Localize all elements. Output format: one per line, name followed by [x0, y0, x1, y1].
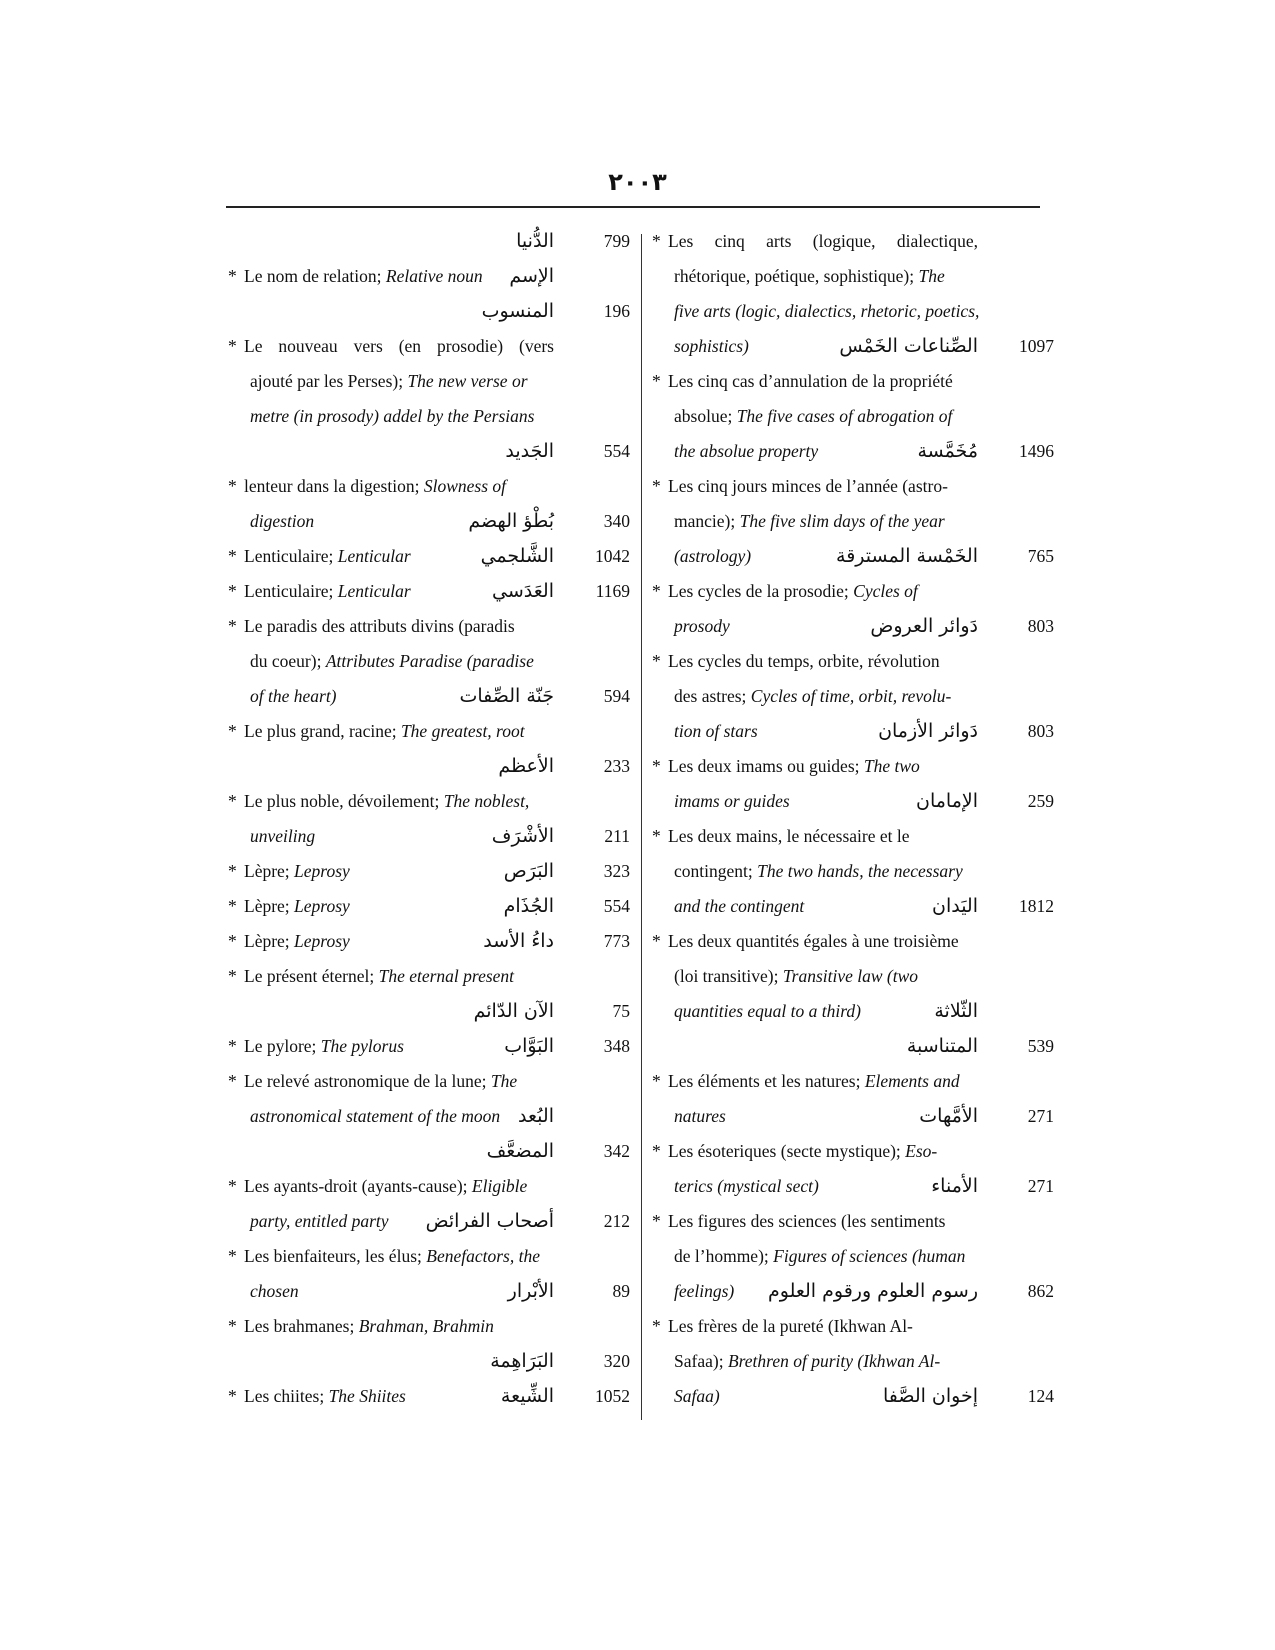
arabic-term: الأمَّهات	[919, 1105, 978, 1127]
entry-text: absolue; The five cases of abrogation of	[674, 406, 953, 426]
entry-word: (logique,	[812, 231, 876, 251]
arabic-term: جَنّة الصِّفات	[459, 685, 554, 707]
arabic-term: مُخَمَّسة	[917, 440, 978, 462]
entry-line	[228, 329, 638, 364]
entry-text: natures	[674, 1106, 726, 1126]
entry-line	[228, 434, 638, 469]
entry-line	[652, 329, 1062, 364]
arabic-term: المضعَّف	[486, 1140, 554, 1162]
right-column	[652, 224, 1062, 1414]
entry-bullet: *	[228, 1246, 237, 1266]
entry-text	[668, 224, 978, 259]
entry-line	[228, 399, 638, 434]
entry-text: chosen	[250, 1281, 299, 1301]
reference-number: 233	[603, 756, 630, 776]
entry-line	[228, 364, 638, 399]
entry-bullet: *	[228, 791, 237, 811]
arabic-term: الإسم	[509, 265, 554, 287]
entry-line	[228, 819, 638, 854]
reference-number: 75	[612, 1001, 630, 1021]
arabic-term: دَوائر الأزمان	[878, 720, 978, 742]
column-divider	[641, 234, 642, 1420]
entry-bullet: *	[228, 476, 237, 496]
entry-line	[652, 1169, 1062, 1204]
entry-line	[228, 1134, 638, 1169]
arabic-term: الشِّيعة	[500, 1385, 554, 1407]
entry-line	[652, 854, 1062, 889]
reference-number: 259	[1027, 791, 1054, 811]
entry-text: Les cycles du temps, orbite, révolution	[668, 651, 940, 671]
arabic-term: الأمناء	[931, 1175, 978, 1197]
entry-line	[228, 469, 638, 504]
entry-text: Les chiites; The Shiites	[244, 1386, 406, 1406]
reference-number: 89	[612, 1281, 630, 1301]
reference-number: 1042	[595, 546, 630, 566]
entry-text: and the contingent	[674, 896, 805, 916]
entry-text: rhétorique, poétique, sophistique); The	[674, 266, 945, 286]
entry-text: Les ésoteriques (secte mystique); Eso-	[668, 1141, 938, 1161]
entry-text: Les deux imams ou guides; The two	[668, 756, 920, 776]
entry-text: five arts (logic, dialectics, rhetoric, poetics,	[674, 301, 980, 321]
entry-text: sophistics)	[674, 336, 749, 356]
entry-text: Les cycles de la prosodie; Cycles of	[668, 581, 918, 601]
entry-word: prosodie)	[436, 336, 504, 356]
arabic-term: الثّلاثة	[934, 1000, 978, 1022]
entry-line	[652, 1239, 1062, 1274]
reference-number: 539	[1027, 1036, 1054, 1056]
reference-number: 271	[1027, 1106, 1054, 1126]
entry-line	[228, 889, 638, 924]
entry-line	[228, 714, 638, 749]
entry-line	[652, 469, 1062, 504]
entry-word: arts	[766, 231, 792, 251]
entry-bullet: *	[652, 1316, 661, 1336]
arabic-term: الأبْرار	[507, 1280, 554, 1302]
entry-text: Les figures des sciences (les sentiments	[668, 1211, 946, 1231]
page-number: ٢٠٠٣	[608, 168, 667, 196]
entry-text: metre (in prosody) addel by the Persians	[250, 406, 535, 426]
entry-text: des astres; Cycles of time, orbit, revolu-	[674, 686, 952, 706]
entry-line	[228, 539, 638, 574]
reference-number: 1812	[1019, 896, 1054, 916]
arabic-term: الأعظم	[498, 755, 554, 777]
entry-text: Les brahmanes; Brahman, Brahmin	[244, 1316, 494, 1336]
entry-text: of the heart)	[250, 686, 337, 706]
entry-bullet: *	[228, 1176, 237, 1196]
arabic-term: الآن الدّائم	[473, 1000, 554, 1022]
reference-number: 320	[603, 1351, 630, 1371]
reference-number: 765	[1027, 546, 1054, 566]
entry-text: Lenticulaire; Lenticular	[244, 546, 411, 566]
entry-text: Les ayants-droit (ayants-cause); Eligible	[244, 1176, 528, 1196]
reference-number: 1052	[595, 1386, 630, 1406]
arabic-term: العَدَسي	[492, 580, 554, 602]
arabic-term: البَرَاهِمة	[490, 1350, 554, 1372]
entry-line	[228, 1239, 638, 1274]
entry-line	[652, 224, 1062, 259]
entry-text: the absolue property	[674, 441, 819, 461]
reference-number: 124	[1027, 1386, 1054, 1406]
reference-number: 799	[603, 231, 630, 251]
entry-line	[652, 1309, 1062, 1344]
entry-text: Lèpre; Leprosy	[244, 861, 350, 881]
entry-bullet: *	[228, 266, 237, 286]
entry-text: Lenticulaire; Lenticular	[244, 581, 411, 601]
reference-number: 862	[1027, 1281, 1054, 1301]
entry-bullet: *	[228, 546, 237, 566]
entry-text: Les bienfaiteurs, les élus; Benefactors, the	[244, 1246, 540, 1266]
entry-line	[652, 784, 1062, 819]
entry-line	[652, 749, 1062, 784]
arabic-term: المنسوب	[481, 300, 554, 322]
arabic-term: داءُ الأسد	[483, 930, 554, 952]
entry-line	[652, 259, 1062, 294]
entry-word: Le	[244, 336, 263, 356]
entry-line	[228, 294, 638, 329]
entry-line	[652, 1344, 1062, 1379]
entry-text: du coeur); Attributes Paradise (paradise	[250, 651, 534, 671]
entry-line	[228, 1029, 638, 1064]
entry-bullet: *	[652, 756, 661, 776]
entry-line	[228, 994, 638, 1029]
entry-text: digestion	[250, 511, 315, 531]
entry-line	[652, 434, 1062, 469]
entry-word: dialectique,	[896, 231, 978, 251]
entry-bullet: *	[652, 1211, 661, 1231]
entry-line	[652, 819, 1062, 854]
entry-word: cinq	[714, 231, 745, 251]
arabic-term: الصِّناعات الخَمْس	[839, 335, 978, 357]
entry-word: nouveau	[278, 336, 338, 356]
entry-word: (vers	[519, 336, 554, 356]
entry-bullet: *	[652, 231, 661, 251]
entry-line	[652, 714, 1062, 749]
arabic-term: الأشْرَف	[491, 825, 554, 847]
entry-text: Les éléments et les natures; Elements and	[668, 1071, 960, 1091]
entry-text: Le nom de relation; Relative noun	[244, 266, 483, 286]
entry-line	[652, 1064, 1062, 1099]
arabic-term: الإمامان	[915, 790, 978, 812]
entry-line	[652, 889, 1062, 924]
arabic-term: البَرَص	[503, 860, 554, 882]
entry-line	[652, 1029, 1062, 1064]
reference-number: 211	[604, 826, 630, 846]
left-column	[228, 224, 638, 1414]
entry-line	[228, 679, 638, 714]
entry-line	[228, 959, 638, 994]
entry-bullet: *	[652, 931, 661, 951]
arabic-term: اليَدان	[931, 895, 978, 917]
entry-text: tion of stars	[674, 721, 758, 741]
entry-line	[652, 1134, 1062, 1169]
entry-line	[228, 644, 638, 679]
entry-line	[652, 574, 1062, 609]
reference-number: 803	[1027, 616, 1054, 636]
entry-line	[228, 749, 638, 784]
entry-text: Lèpre; Leprosy	[244, 896, 350, 916]
entry-line	[228, 224, 638, 259]
entry-line	[228, 1169, 638, 1204]
entry-text: Le plus noble, dévoilement; The noblest,	[244, 791, 530, 811]
reference-number: 1496	[1019, 441, 1054, 461]
header-rule	[226, 206, 1040, 208]
entry-bullet: *	[228, 861, 237, 881]
arabic-term: المتناسبة	[906, 1035, 978, 1057]
entry-bullet: *	[228, 1071, 237, 1091]
arabic-term: البُعد	[518, 1105, 554, 1127]
entry-word: Les	[668, 231, 694, 251]
entry-line	[228, 574, 638, 609]
arabic-term: الخَمْسة المسترقة	[836, 545, 978, 567]
entry-line	[652, 609, 1062, 644]
entry-text: (astrology)	[674, 546, 752, 566]
entry-line	[652, 294, 1062, 329]
entry-text	[244, 329, 554, 364]
entry-text: Les cinq cas d’annulation de la propriété	[668, 371, 953, 391]
entry-line	[228, 259, 638, 294]
entry-line	[652, 539, 1062, 574]
entry-line	[228, 784, 638, 819]
entry-bullet: *	[228, 896, 237, 916]
entry-text: Safaa); Brethren of purity (Ikhwan Al-	[674, 1351, 941, 1371]
entry-line	[652, 364, 1062, 399]
arabic-term: إخوان الصَّفا	[882, 1385, 978, 1407]
entry-line	[228, 609, 638, 644]
entry-bullet: *	[228, 1316, 237, 1336]
reference-number: 1169	[595, 581, 630, 601]
entry-line	[652, 644, 1062, 679]
arabic-term: دَوائر العروض	[870, 615, 978, 637]
entry-text: (loi transitive); Transitive law (two	[674, 966, 919, 986]
entry-bullet: *	[228, 931, 237, 951]
entry-line	[652, 1274, 1062, 1309]
reference-number: 323	[603, 861, 630, 881]
entry-line	[652, 924, 1062, 959]
entry-text: quantities equal to a third)	[674, 1001, 861, 1021]
entry-line	[228, 1064, 638, 1099]
arabic-term: أصحاب الفرائض	[425, 1210, 554, 1232]
entry-bullet: *	[228, 616, 237, 636]
reference-number: 340	[603, 511, 630, 531]
entry-text: lenteur dans la digestion; Slowness of	[244, 476, 506, 496]
entry-line	[652, 959, 1062, 994]
entry-text: imams or guides	[674, 791, 790, 811]
entry-line	[652, 399, 1062, 434]
reference-number: 271	[1027, 1176, 1054, 1196]
entry-bullet: *	[228, 721, 237, 741]
entry-bullet: *	[228, 336, 237, 356]
reference-number: 196	[603, 301, 630, 321]
entry-line	[228, 1309, 638, 1344]
entry-bullet: *	[652, 826, 661, 846]
entry-bullet: *	[652, 371, 661, 391]
arabic-term: الجُذَام	[503, 895, 554, 917]
entry-line	[228, 1379, 638, 1414]
entry-text: ajouté par les Perses); The new verse or	[250, 371, 528, 391]
entry-line	[652, 1099, 1062, 1134]
entry-line	[228, 504, 638, 539]
entry-word: (en	[398, 336, 422, 356]
arabic-term: الجَديد	[505, 440, 554, 462]
entry-text: Le paradis des attributs divins (paradis	[244, 616, 515, 636]
reference-number: 554	[603, 896, 630, 916]
entry-text: Lèpre; Leprosy	[244, 931, 350, 951]
reference-number: 773	[603, 931, 630, 951]
entry-line	[652, 1379, 1062, 1414]
arabic-term: الدُّنيا	[516, 230, 554, 252]
entry-line	[228, 1344, 638, 1379]
entry-line	[652, 504, 1062, 539]
entry-text: party, entitled party	[250, 1211, 389, 1231]
entry-text: terics (mystical sect)	[674, 1176, 819, 1196]
entry-line	[228, 1274, 638, 1309]
entry-bullet: *	[228, 1036, 237, 1056]
entry-text: Le plus grand, racine; The greatest, root	[244, 721, 525, 741]
entry-text: Les deux mains, le nécessaire et le	[668, 826, 910, 846]
reference-number: 594	[603, 686, 630, 706]
entry-text: contingent; The two hands, the necessary	[674, 861, 963, 881]
entry-line	[652, 679, 1062, 714]
entry-text: unveiling	[250, 826, 316, 846]
entry-text: de l’homme); Figures of sciences (human	[674, 1246, 966, 1266]
arabic-term: رسوم العلوم ورقوم العلوم	[767, 1280, 978, 1302]
entry-text: Les cinq jours minces de l’année (astro-	[668, 476, 948, 496]
entry-bullet: *	[228, 966, 237, 986]
entry-text: astronomical statement of the moon	[250, 1106, 501, 1126]
arabic-term: بُطْؤ الهضم	[468, 510, 554, 532]
entry-bullet: *	[652, 581, 661, 601]
reference-number: 348	[603, 1036, 630, 1056]
entry-text: prosody	[674, 616, 730, 636]
entry-bullet: *	[228, 581, 237, 601]
reference-number: 342	[603, 1141, 630, 1161]
reference-number: 554	[603, 441, 630, 461]
entry-line	[652, 1204, 1062, 1239]
entry-text: Le relevé astronomique de la lune; The	[244, 1071, 518, 1091]
entry-text: Les deux quantités égales à une troisième	[668, 931, 959, 951]
entry-bullet: *	[652, 1071, 661, 1091]
entry-line	[228, 1099, 638, 1134]
reference-number: 1097	[1019, 336, 1054, 356]
entry-line	[652, 994, 1062, 1029]
entry-text: Les frères de la pureté (Ikhwan Al-	[668, 1316, 913, 1336]
entry-bullet: *	[652, 476, 661, 496]
entry-bullet: *	[228, 1386, 237, 1406]
reference-number: 803	[1027, 721, 1054, 741]
entry-bullet: *	[652, 651, 661, 671]
entry-text: feelings)	[674, 1281, 735, 1301]
entry-text: Le présent éternel; The eternal present	[244, 966, 515, 986]
arabic-term: الشَّلجمي	[480, 545, 554, 567]
entry-line	[228, 854, 638, 889]
entry-text: Safaa)	[674, 1386, 720, 1406]
entry-bullet: *	[652, 1141, 661, 1161]
entry-line	[228, 1204, 638, 1239]
entry-word: vers	[353, 336, 383, 356]
reference-number: 212	[603, 1211, 630, 1231]
arabic-term: البَوَّاب	[504, 1035, 554, 1057]
entry-text: mancie); The five slim days of the year	[674, 511, 945, 531]
entry-text: Le pylore; The pylorus	[244, 1036, 404, 1056]
entry-line	[228, 924, 638, 959]
